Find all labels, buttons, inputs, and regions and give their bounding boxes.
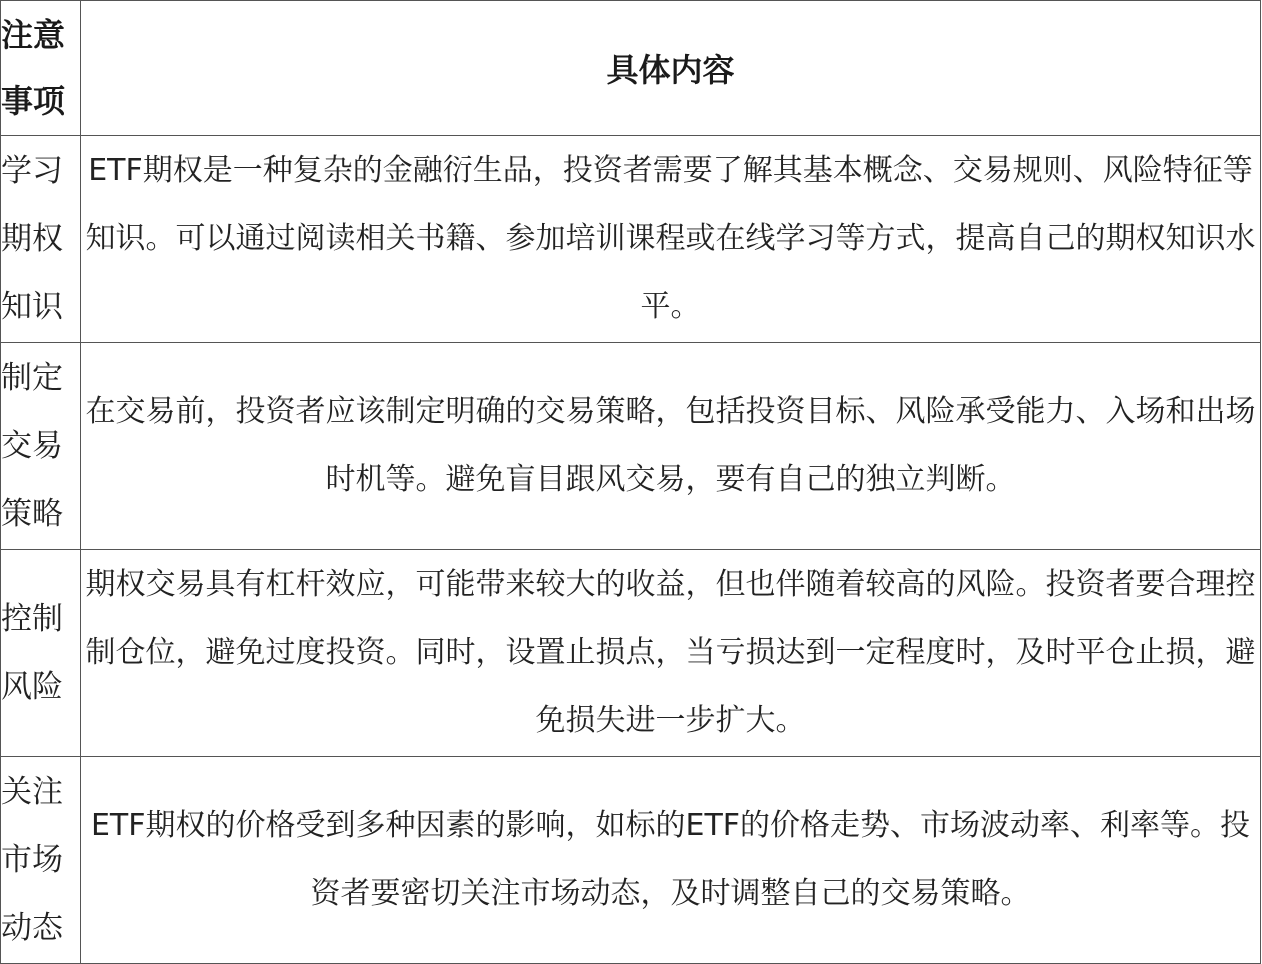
row-value-text: 期权交易具有杠杆效应，可能带来较大的收益，但也伴随着较高的风险。投资者要合理控制仓位，避免过度投资。同时，设置止损点，当亏损达到一定程度时，及时平仓止损，避免损失进一步扩大。 — [85, 567, 1256, 738]
header-cell-key — [1, 1, 81, 136]
header-value-label: 具体内容 — [606, 51, 735, 89]
table-row — [1, 757, 1261, 964]
row-value-cell — [81, 757, 1261, 964]
table-header-row — [1, 1, 1261, 136]
header-key-label: 注意事项 — [1, 16, 66, 120]
row-value-cell — [81, 550, 1261, 757]
row-key-label: 关注市场动态 — [1, 774, 63, 946]
row-key-label: 制定交易策略 — [1, 360, 63, 532]
row-key-label: 学习期权知识 — [1, 153, 63, 325]
row-key-cell — [1, 343, 81, 550]
row-value-text: ETF期权是一种复杂的金融衍生品，投资者需要了解其基本概念、交易规则、风险特征等知识。可以通过阅读相关书籍、参加培训课程或在线学习等方式，提高自己的期权知识水平。 — [85, 153, 1256, 324]
row-value-cell — [81, 136, 1261, 343]
row-key-cell — [1, 136, 81, 343]
header-cell-value — [81, 1, 1261, 136]
row-value-text: ETF期权的价格受到多种因素的影响，如标的ETF的价格走势、市场波动率、利率等。投资者要密切关注市场动态，及时调整自己的交易策略。 — [90, 808, 1251, 911]
table-row — [1, 343, 1261, 550]
row-key-cell — [1, 550, 81, 757]
row-key-cell — [1, 757, 81, 964]
row-key-label: 控制风险 — [1, 601, 63, 705]
row-value-text: 在交易前，投资者应该制定明确的交易策略，包括投资目标、风险承受能力、入场和出场时机等。避免盲目跟风交易，要有自己的独立判断。 — [85, 394, 1256, 497]
table-row — [1, 550, 1261, 757]
table-row — [1, 136, 1261, 343]
row-value-cell — [81, 343, 1261, 550]
